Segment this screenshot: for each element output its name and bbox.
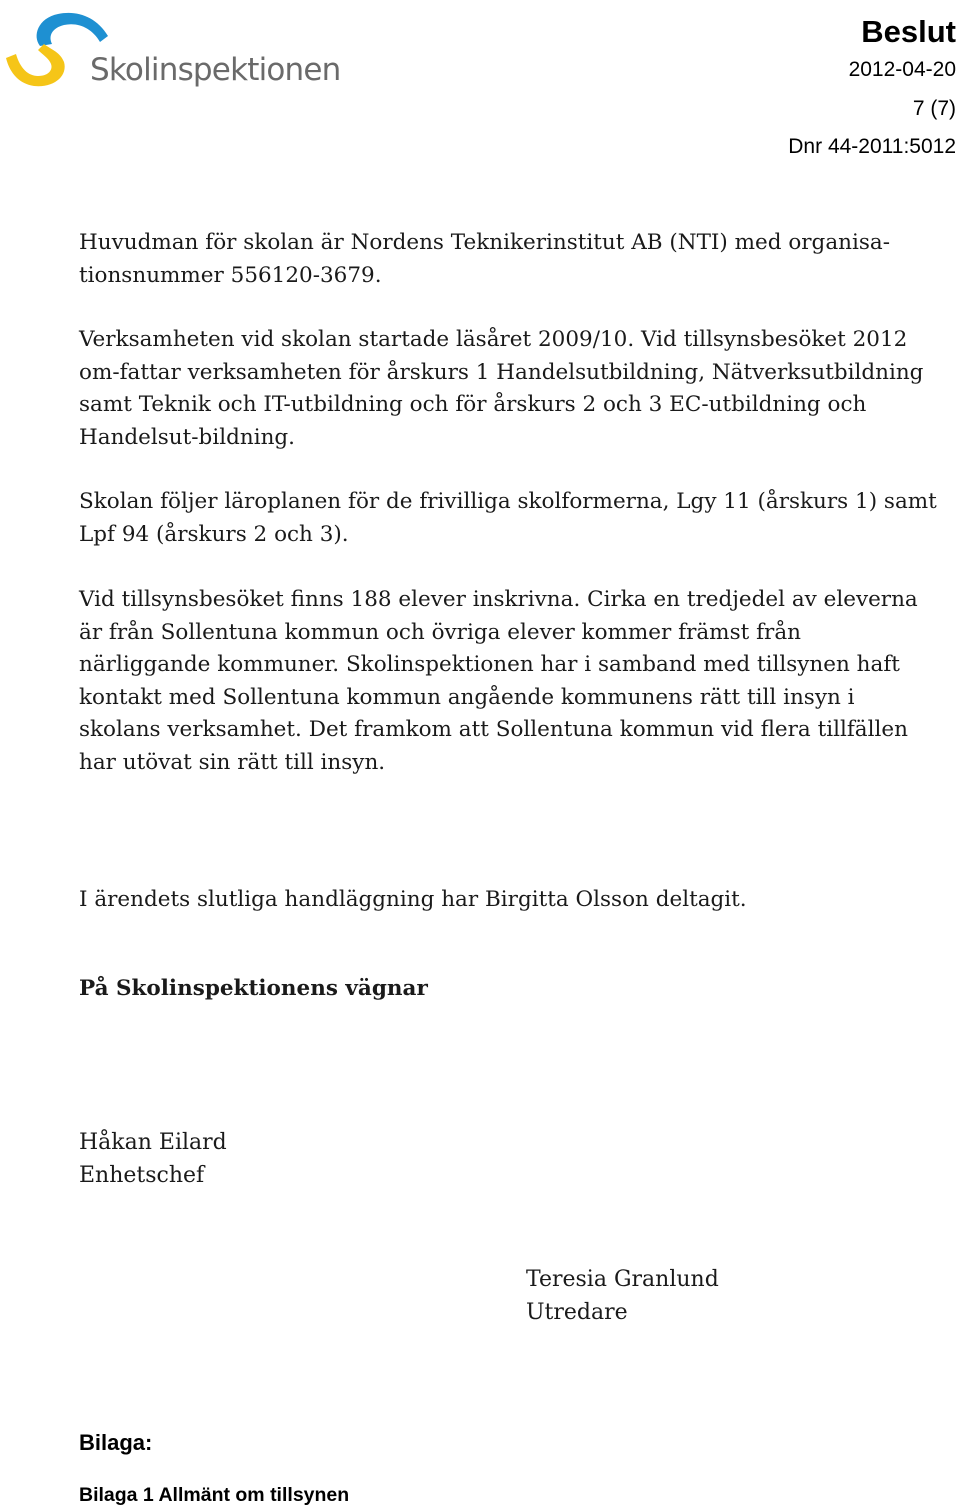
diary-number: Dnr 44-2011:5012 bbox=[788, 135, 956, 158]
signatory-name: Håkan Eilard bbox=[79, 1130, 227, 1155]
paragraph-verksamheten: Verksamheten vid skolan startade läsåret 2009/10. Vid tillsynsbesöket 2012 om-fattar verksamheten för årskurs 1 Handelsutbildning, Nätverksutbildning samt Teknik och IT-utbildning och för årskurs 2 och 3 EC-utbildning och Handelsut-bildning. bbox=[79, 327, 924, 450]
skolinspektionen-logo bbox=[4, 6, 354, 96]
paragraph-laroplan: Skolan följer läroplanen för de frivilliga skolformerna, Lgy 11 (årskurs 1) samt Lpf 94 (årskurs 2 och 3). bbox=[79, 489, 937, 547]
document-type: Beslut bbox=[861, 14, 956, 49]
attachments-heading: Bilaga: bbox=[79, 1430, 153, 1455]
signature-block bbox=[79, 1126, 227, 1192]
signoff: På Skolinspektionens vägnar bbox=[79, 976, 428, 1001]
paragraph-handlaggning: I ärendets slutliga handläggning har Birgitta Olsson deltagit. bbox=[79, 887, 747, 912]
attachment-item: Bilaga 1 Allmänt om tillsynen bbox=[79, 1484, 350, 1506]
paragraph-huvudman: Huvudman för skolan är Nordens Teknikerinstitut AB (NTI) med organisa-tionsnummer 556120-3679. bbox=[79, 230, 890, 288]
signatory-title: Enhetschef bbox=[79, 1163, 205, 1188]
paragraph-elever: Vid tillsynsbesöket finns 188 elever inskrivna. Cirka en tredjedel av eleverna är från Sollentuna kommun och övriga elever kommer främst från närliggande kommuner. Skolinspektionen har i samband med tillsynen haft kontakt med Sollentuna kommun angående kommunens rätt till insyn i skolans verksamhet. Det framkom att Sollentuna kommun vid flera tillfällen har utövat sin rätt till insyn. bbox=[79, 587, 918, 775]
signatory-title: Utredare bbox=[526, 1300, 628, 1325]
signature-block bbox=[526, 1263, 719, 1329]
page-number: 7 (7) bbox=[912, 97, 956, 120]
logo-wordmark: Skolinspektionen bbox=[90, 52, 341, 88]
signatory-name: Teresia Granlund bbox=[526, 1267, 719, 1292]
document-date: 2012-04-20 bbox=[848, 58, 956, 81]
